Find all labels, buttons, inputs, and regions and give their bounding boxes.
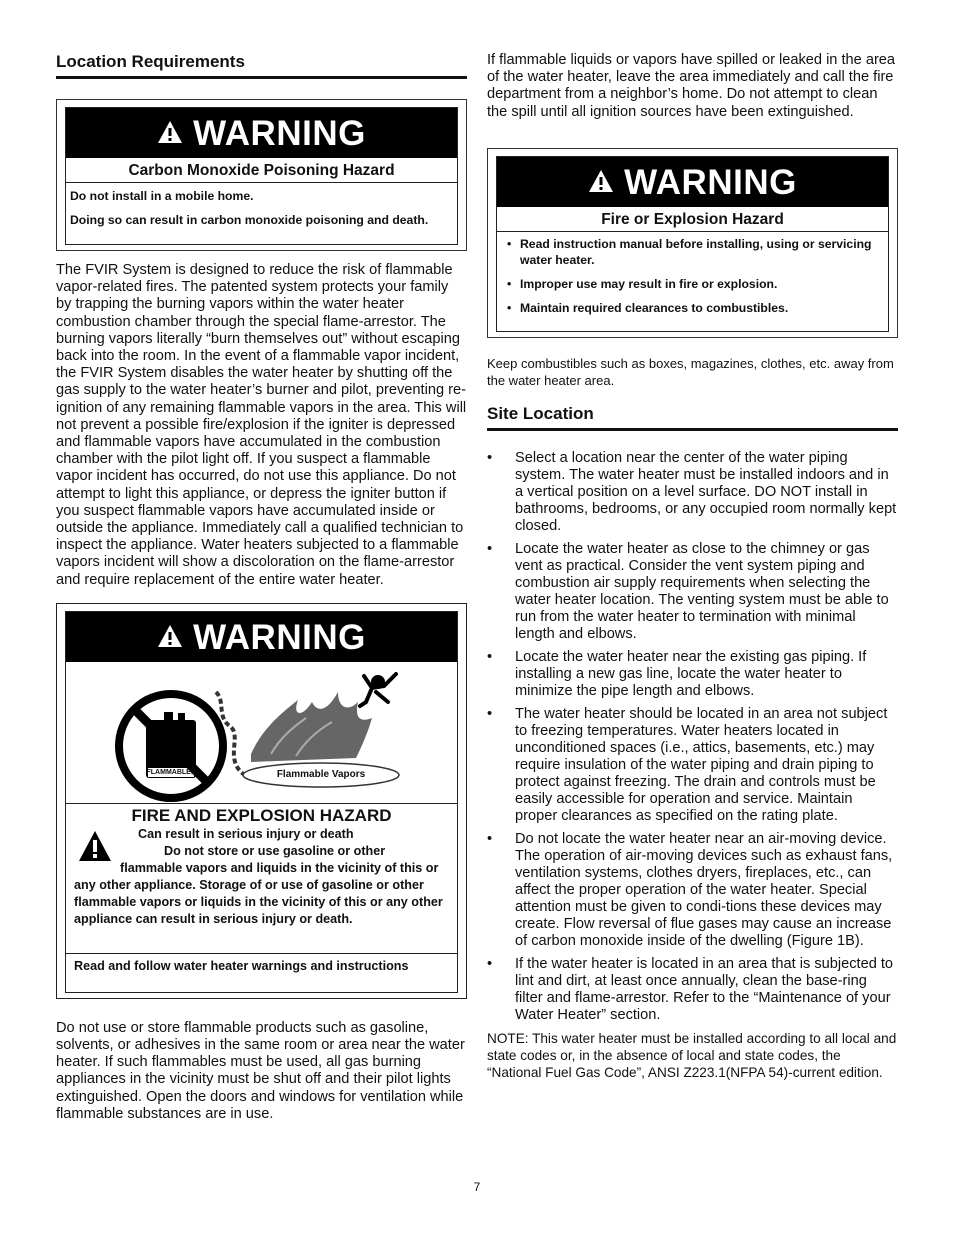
list-item: • Select a location near the center of the water piping system. The water heater must be installed indoors and in a vertical position on a level surface. DO NOT install in bathrooms, bedrooms, or any occupied room normally kept closed. [487,450,898,535]
closing-paragraph: Do not use or store flammable products such as gasoline, solvents, or adhesives in the same room or area near the water heater. If such flammables must be used, all gas burning appliances in the vicinity must be shut off and their pilot lights extinguished. Open the doors and windows for ventilation while flammable substances are in use. [56,1019,465,1122]
warning-banner [66,108,457,158]
site-location-heading: Site Location [487,404,898,431]
warning-label: WARNING [193,617,366,657]
co-warning-line: Doing so can result in carbon monoxide poisoning and death. [70,213,429,227]
list-item: • Locate the water heater near the existing gas piping. If installing a new gas line, locate the water heater to minimize the pipe length and elbows. [487,649,898,700]
co-warning-box [56,99,467,251]
co-warning-line: Do not install in a mobile home. [70,189,254,203]
warning-label: WARNING [193,114,366,153]
warning-triangle-icon [157,611,183,663]
installation-note: NOTE: This water heater must be installed according to all local and state codes or, in the absence of local and state codes, the “National Fuel Gas Code”, ANSI Z223.1(NFPA 54)-current edition. [487,1030,897,1080]
warning-triangle-icon [588,156,614,208]
list-item: • The water heater should be located in an area not subject to freezing temperatures. Water heaters located in unconditioned spaces (i.e., attics, basements, etc.) may require insulation of the water piping and drain piping to protect against freezing. The drain and controls must be easily accessible for operation and service. Maintain proper clearances as specified on the rating plate. [487,706,898,825]
warning-banner [497,157,888,207]
list-item: • Improper use may result in fire or explosion. [507,276,882,292]
flammables-can-label: FLAMMABLES [146,768,196,776]
fire-hazard-subtitle: Can result in serious injury or death [138,826,354,841]
site-location-list [487,450,898,1024]
page-number: 7 [473,1180,481,1194]
flammable-vapors-label: Flammable Vapors [276,768,366,780]
list-item: • Do not locate the water heater near an air-moving device. The operation of air-moving devices such as exhaust fans, ventilation systems, clothes dryers, fireplaces, etc., can affect the proper operation of the water heater. Special attention must be given to condi-tions these devices may create. Flow reversal of flue gases may cause an increase of carbon monoxide inside of the dwelling (Figure 1B). [487,831,898,950]
fire-warning-box [56,603,467,999]
list-item: • Read instruction manual before installing, using or servicing water heater. [507,236,882,268]
fire-hazard-section [66,804,457,954]
list-item: • Maintain required clearances to combustibles. [507,300,882,316]
warning-triangle-icon [157,107,183,159]
warning-label: WARNING [624,162,797,202]
warning-triangle-icon [78,830,112,867]
warning-banner [66,612,457,662]
no-flammables-icon [66,662,456,803]
fire-explosion-title: Fire or Explosion Hazard [497,207,888,232]
flammable-pictogram [66,662,457,804]
fvir-paragraph: The FVIR System is designed to reduce the risk of flammable vapor-related fires. The patented system protects your family by trapping the burning vapors within the water heater combustion chamber through the special flame-arrestor. The burning vapors literally “burn themselves out” without escaping back into the room. In the event of a flammable vapor incident, the FVIR System disables the water heater by shutting off the gas supply to the water heater’s burner and pilot, preventing re-ignition of any remaining flammable vapors in the area. This will not prevent a possible fire/explosion if the igniter is depressed and flammable vapors have accumulated in the combustion chamber with the pilot light off. If you suspect a flammable vapor incident has occurred, do not use this appliance. Do not attempt to light this appliance, or depress the igniter button if you suspect flammable vapors have accumulated inside or outside the appliance. Immediately call a qualified technician to inspect the appliance. Water heaters subjected to a flammable vapors incident will show a discoloration on the flame-arrestor and require replacement of the entire water heater. [56,262,467,588]
list-item: • If the water heater is located in an area that is subjected to lint and dirt, at least once annually, clean the base-ring filter and flame-arrestor. Refer to the “Maintenance of your Water Heater” section. [487,956,898,1024]
fire-explosion-warning-box [487,148,898,338]
co-hazard-title: Carbon Monoxide Poisoning Hazard [66,158,457,183]
left-column [56,52,467,1123]
fire-hazard-body: Do not store or use gasoline or other flammable vapors and liquids in the vicinity of this or any other appliance. Storage of or use of gasoline or other flammable vapors or liquids in the vicinity of this or any other appliance can result in serious injury or death. [74,843,443,926]
flames-shape [251,692,372,762]
location-requirements-heading: Location Requirements [56,52,467,79]
right-column [487,52,898,1081]
fire-hazard-footer: Read and follow water heater warnings and instructions [74,958,409,973]
list-item: • Locate the water heater as close to the chimney or gas vent as practical. Consider the vent system piping and combustion air supply requirements when selecting the water heater location. The venting system must be able to run from the water heater to termination with minimal length and elbows. [487,541,898,643]
fire-hazard-title: FIRE AND EXPLOSION HAZARD [131,805,392,825]
combustibles-note: Keep combustibles such as boxes, magazines, clothes, etc. away from the water heater area. [487,355,894,388]
fire-explosion-bullets [497,232,888,330]
spill-paragraph: If flammable liquids or vapors have spilled or leaked in the area of the water heater, leave the area immediately and call the fire department from a neighbor’s home. Do not attempt to clean the spill until all ignition sources have been extinguished. [487,52,896,120]
